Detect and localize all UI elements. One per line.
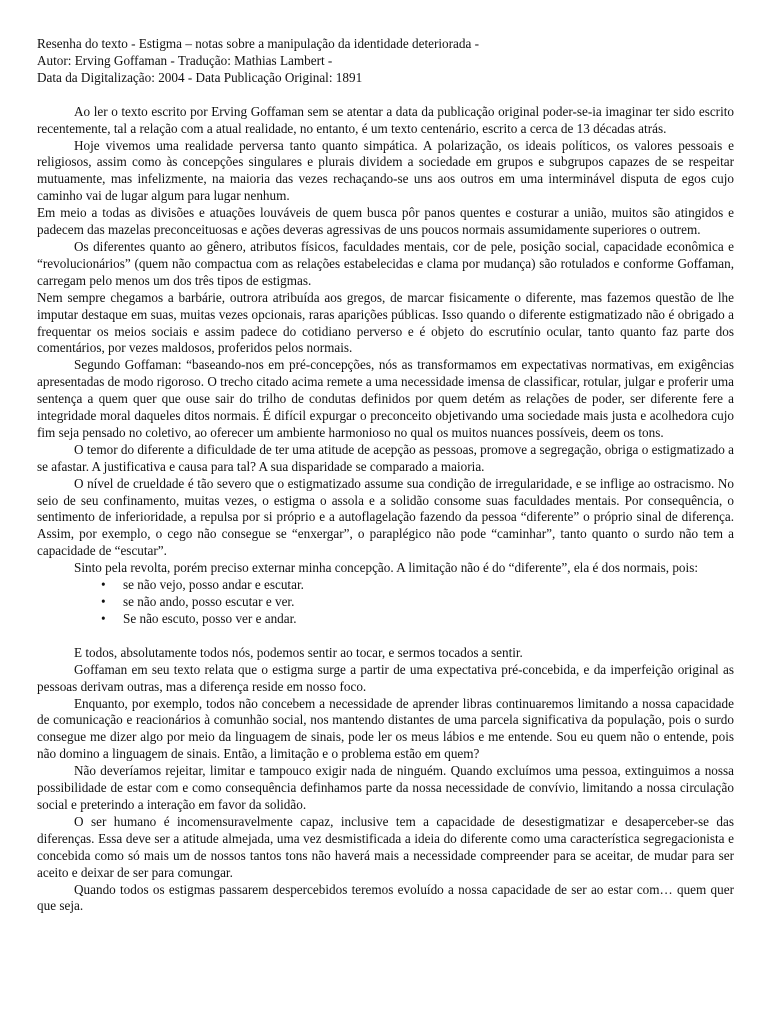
paragraph: Não deveríamos rejeitar, limitar e tampouco exigir nada de ninguém. Quando excluímos uma pessoa, extinguimos a nossa possibilidade de estar com e como consequência definhamos parte da nossa necessidade de convívio, limitando a nossa circulação social e preterindo a interação em favor da solidão. (37, 763, 734, 812)
paragraph: O ser humano é incomensuravelmente capaz, inclusive tem a capacidade de desestigmatizar e desaperceber-se das diferenças. Essa deve ser a atitude almejada, uma vez desmistificada a ideia do diferente como uma característica segregacionista e concebida como só mais um de nossos tantos tons não haverá mais a necessidade compreender para se aceitar, de mudar para ser aceito e deixar de ser para comungar. (37, 813, 734, 880)
paragraph: Segundo Goffaman: “baseando-nos em pré-concepções, nós as transformamos em expectativas normativas, em exigências apresentadas de modo rigoroso. O trecho citado acima remete a uma necessidade imensa de classificar, rotular, julgar e proferir uma sentença a quem quer que ouse sair do trilho de condutas definidos por quem detém as relações de poder, ser diferente fere a integridade moral daqueles ditos normais. É difícil expurgar o preconceito objetivando uma sociedade mais justa e acolhedora cujo fim seja pensado no coletivo, ao oferecer um ambiente harmonioso no qual os muitos nuances possíveis, deem os tons. (37, 357, 734, 440)
bullet-text: se não vejo, posso andar e escutar. (123, 577, 304, 593)
bullet-item (37, 594, 734, 611)
spacer (37, 628, 734, 645)
bullet-icon: • (101, 610, 106, 626)
bullet-item (37, 577, 734, 594)
document-page (37, 36, 734, 915)
document-body (37, 104, 734, 916)
bullet-text: Se não escuto, posso ver e andar. (123, 610, 297, 626)
paragraph: Ao ler o texto escrito por Erving Goffaman sem se atentar a data da publicação original poder-se-ia imaginar ter sido escrito recentemente, tal a relação com a atual realidade, no entanto, é um texto centenário, escrito a cerca de 13 décadas atrás. (37, 103, 734, 136)
paragraph: O nível de crueldade é tão severo que o estigmatizado assume sua condição de irregularidade, e se inflige ao ostracismo. No seio de seu confinamento, muitas vezes, o estigma o assola e a solidão consome suas faculdades mentais. Por consequência, o sentimento de inferioridade, a repulsa por si próprio e a autoflagelação fazendo da pessoa “diferente” o próprio sinal de diferença. Assim, por exemplo, o cego não consegue se “enxergar”, o paraplégico não pode “caminhar”, tanto quanto o surdo não tem a capacidade de “escutar”. (37, 475, 734, 559)
paragraph: Enquanto, por exemplo, todos não concebem a necessidade de aprender libras continuaremos limitando a nossa capacidade de comunicação e reacionários à comunhão social, nos mantendo distantes de uma parcela significativa da população, pois o surdo consegue me dizer algo por meio da linguagem de sinais, pode ler os meus lábios e me entende. Sou eu quem não o entende, pois não domino a linguagem de sinais. Então, a limitação e o problema estão em quem? (37, 695, 734, 762)
paragraph: Hoje vivemos uma realidade perversa tanto quanto simpática. A polarização, os ideais políticos, os valores pessoais e religiosos, assim como às concepções singulares e plurais dividem a sociedade em grupos e subgrupos capazes de se respeitar mutuamente, mas infelizmente, na maioria das vezes rechaçando-se uns aos outros em uma interminável disputa de egos cujo caminho vai de lugar algum para lugar nenhum. (37, 137, 734, 204)
paragraph: O temor do diferente a dificuldade de ter uma atitude de acepção as pessoas, promove a segregação, obriga o estigmatizado a se afastar. A justificativa e causa para tal? A sua disparidade se comparado a maioria. (37, 441, 734, 474)
bullet-icon: • (101, 594, 106, 609)
document-header (37, 36, 734, 87)
paragraph: Goffaman em seu texto relata que o estigma surge a partir de uma expectativa pré-concebida, e da imperfeição original as pessoas derivam outras, mas a diferença reside em nosso foco. (37, 661, 734, 694)
bullet-icon: • (101, 577, 106, 593)
bullet-item (37, 611, 734, 628)
bullet-text: se não ando, posso escutar e ver. (123, 594, 295, 609)
paragraph: Os diferentes quanto ao gênero, atributos físicos, faculdades mentais, cor de pele, posição social, capacidade econômica e “revolucionários” (quem não compactua com as relações estabelecidas e clama por mudança) são rotulados e conforme Goffaman, carregam pelo menos um dos três tipos de estigmas. (37, 238, 734, 288)
author-translator-line: Autor: Erving Goffaman - Tradução: Mathias Lambert - (37, 52, 333, 68)
paragraph: Em meio a todas as divisões e atuações louváveis de quem busca pôr panos quentes e costurar a união, muitos são atingidos e padecem das mazelas preconceituosas e ações deveras agressivas de uns poucos normais assumidamente superiores o outrem. (37, 205, 734, 238)
paragraph: E todos, absolutamente todos nós, podemos sentir ao tocar, e sermos tocados a sentir. (74, 644, 523, 660)
paragraph: Quando todos os estigmas passarem despercebidos teremos evoluído a nossa capacidade de ser ao estar com… quem quer que seja. (37, 881, 734, 914)
paragraph: Nem sempre chegamos a barbárie, outrora atribuída aos gregos, de marcar fisicamente o diferente, mas fazemos questão de lhe imputar destaque em suas, muitas vezes opcionais, raras aparições públicas. Isso quando o diferente estigmatizado não é obrigado a frequentar os meios sociais e assim padece do cotidiano perverso e é objeto do escrutínio ocular, tanto quanto faz parte dos comentários, por vezes maldosos, proferidos pelos normais. (37, 289, 734, 356)
bullet-list (37, 577, 734, 628)
dates-line: Data da Digitalização: 2004 - Data Publicação Original: 1891 (37, 69, 363, 85)
review-title-line: Resenha do texto - Estigma – notas sobre a manipulação da identidade deteriorada - (37, 36, 479, 51)
paragraph: Sinto pela revolta, porém preciso externar minha concepção. A limitação não é do “diferente”, ela é dos normais, pois: (74, 560, 698, 576)
